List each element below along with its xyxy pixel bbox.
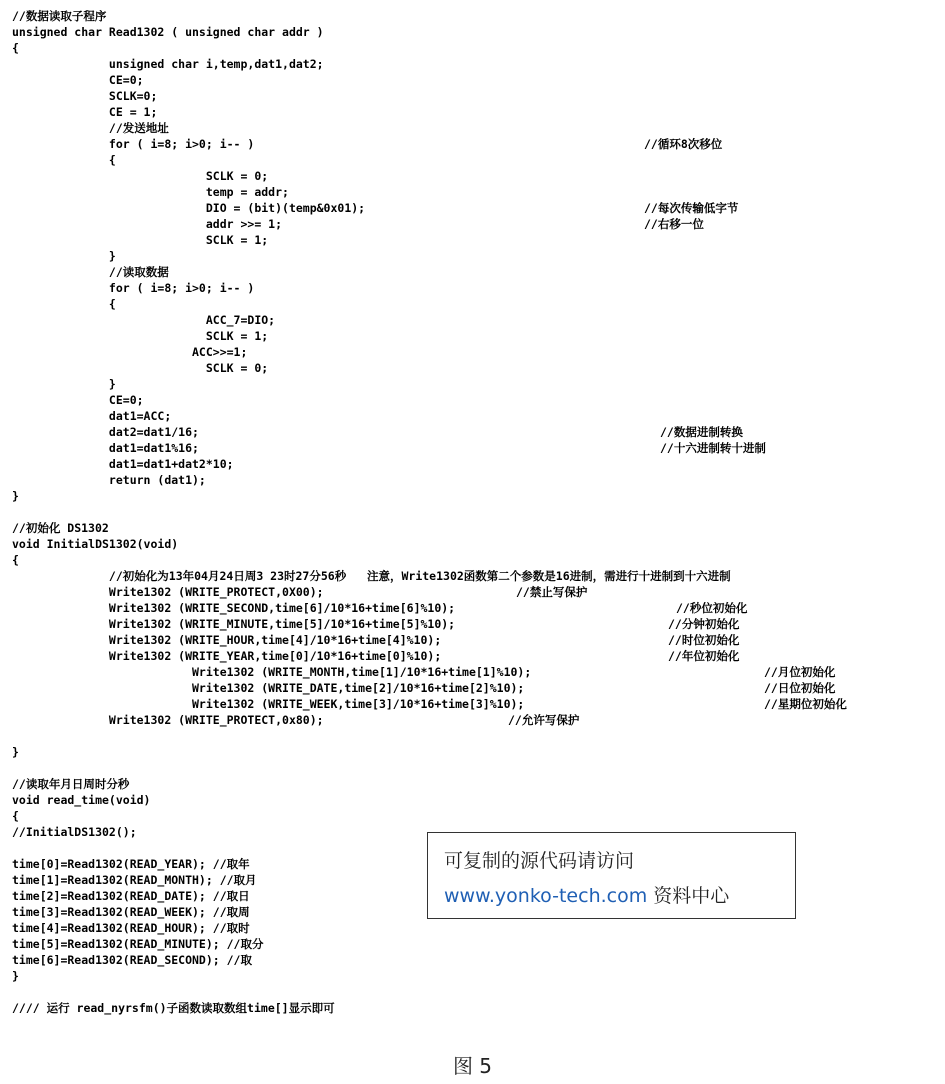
- code-line: [12, 232, 922, 248]
- code-line: [12, 648, 922, 664]
- code-text: SCLK = 0;: [12, 169, 269, 183]
- code-text: dat1=dat1+dat2*10;: [12, 457, 234, 471]
- code-line: [12, 504, 922, 520]
- code-line: [12, 184, 922, 200]
- code-text: SCLK = 0;: [12, 361, 269, 375]
- code-line: [12, 696, 922, 712]
- code-line: [12, 408, 922, 424]
- code-line: [12, 360, 922, 376]
- code-comment: //年位初始化: [668, 649, 740, 663]
- code-line: [12, 792, 922, 808]
- code-text: ACC_7=DIO;: [12, 313, 276, 327]
- code-comment: //循环8次移位: [644, 137, 723, 151]
- code-line: [12, 344, 922, 360]
- code-text: Write1302 (WRITE_WEEK,time[3]/10*16+time[3]%10);: [12, 697, 525, 711]
- code-text: }: [12, 377, 116, 391]
- code-line: [12, 616, 922, 632]
- code-line: [12, 568, 922, 584]
- code-text: time[6]=Read1302(READ_SECOND); //取: [12, 953, 252, 967]
- website-link[interactable]: www.yonko-tech.com: [444, 885, 648, 907]
- code-line: [12, 968, 922, 984]
- code-comment: //十六进制转十进制: [660, 441, 766, 455]
- code-text: Write1302 (WRITE_YEAR,time[0]/10*16+time[0]%10);: [12, 649, 442, 663]
- code-line: [12, 520, 922, 536]
- code-text: time[0]=Read1302(READ_YEAR); //取年: [12, 857, 250, 871]
- code-line: [12, 664, 922, 680]
- code-comment: //允许写保护: [508, 713, 580, 727]
- code-text: }: [12, 489, 19, 503]
- code-comment: //数据进制转换: [660, 425, 743, 439]
- code-line: [12, 920, 922, 936]
- source-code-note-box: [427, 832, 796, 919]
- code-line: [12, 280, 922, 296]
- code-text: ACC>>=1;: [12, 345, 248, 359]
- code-line: [12, 1000, 922, 1016]
- code-text: Write1302 (WRITE_MINUTE,time[5]/10*16+time[5]%10);: [12, 617, 456, 631]
- code-text: unsigned char i,temp,dat1,dat2;: [12, 57, 324, 71]
- code-text: Write1302 (WRITE_SECOND,time[6]/10*16+time[6]%10);: [12, 601, 456, 615]
- code-text: {: [12, 41, 19, 55]
- code-text: //InitialDS1302();: [12, 825, 137, 839]
- code-comment: //每次传输低字节: [644, 201, 739, 215]
- code-text: CE=0;: [12, 73, 144, 87]
- code-line: [12, 88, 922, 104]
- code-comment: //右移一位: [644, 217, 704, 231]
- code-text: //初始化为13年04月24日周3 23时27分56秒 注意，Write1302函数第二个参数是16进制，需进行十进制到十六进制: [12, 569, 731, 583]
- code-text: Write1302 (WRITE_PROTECT,0X00);: [12, 585, 324, 599]
- code-text: }: [12, 969, 19, 983]
- code-line: [12, 24, 922, 40]
- code-text: time[3]=Read1302(READ_WEEK); //取周: [12, 905, 250, 919]
- code-line: [12, 216, 922, 232]
- code-line: [12, 952, 922, 968]
- code-text: time[1]=Read1302(READ_MONTH); //取月: [12, 873, 257, 887]
- code-comment: //月位初始化: [764, 665, 836, 679]
- code-text: //读取数据: [12, 265, 169, 279]
- code-text: {: [12, 553, 19, 567]
- code-text: //初始化 DS1302: [12, 521, 109, 535]
- code-text: addr >>= 1;: [12, 217, 283, 231]
- code-line: [12, 776, 922, 792]
- code-text: DIO = (bit)(temp&0x01);: [12, 201, 366, 215]
- code-text: }: [12, 745, 19, 759]
- code-text: //数据读取子程序: [12, 9, 107, 23]
- code-line: [12, 552, 922, 568]
- code-line: [12, 712, 922, 728]
- code-text: SCLK=0;: [12, 89, 158, 103]
- code-line: [12, 808, 922, 824]
- code-text: {: [12, 153, 116, 167]
- figure-caption: 图 5: [452, 1054, 493, 1078]
- code-line: [12, 56, 922, 72]
- code-text: unsigned char Read1302 ( unsigned char addr ): [12, 25, 324, 39]
- code-text: dat2=dat1/16;: [12, 425, 199, 439]
- code-line: [12, 984, 922, 1000]
- code-text: temp = addr;: [12, 185, 289, 199]
- code-text: return (dat1);: [12, 473, 206, 487]
- code-comment: //时位初始化: [668, 633, 740, 647]
- code-text: {: [12, 297, 116, 311]
- code-text: void InitialDS1302(void): [12, 537, 179, 551]
- code-line: [12, 488, 922, 504]
- code-text: Write1302 (WRITE_DATE,time[2]/10*16+time[2]%10);: [12, 681, 525, 695]
- code-line: [12, 680, 922, 696]
- code-text: {: [12, 809, 19, 823]
- code-text: for ( i=8; i>0; i-- ): [12, 137, 255, 151]
- code-line: [12, 120, 922, 136]
- code-comment: //禁止写保护: [516, 585, 588, 599]
- code-line: [12, 264, 922, 280]
- note-suffix: 资料中心: [647, 885, 730, 907]
- code-text: dat1=dat1%16;: [12, 441, 199, 455]
- code-line: [12, 152, 922, 168]
- code-text: Write1302 (WRITE_PROTECT,0x80);: [12, 713, 324, 727]
- code-comment: //日位初始化: [764, 681, 836, 695]
- code-line: [12, 536, 922, 552]
- code-line: [12, 72, 922, 88]
- note-link-line: [444, 881, 729, 908]
- code-line: [12, 936, 922, 952]
- code-line: [12, 744, 922, 760]
- code-line: [12, 200, 922, 216]
- code-line: [12, 328, 922, 344]
- code-text: for ( i=8; i>0; i-- ): [12, 281, 255, 295]
- code-text: SCLK = 1;: [12, 233, 269, 247]
- code-line: [12, 136, 922, 152]
- code-line: [12, 600, 922, 616]
- code-line: [12, 8, 922, 24]
- code-line: [12, 248, 922, 264]
- code-line: [12, 168, 922, 184]
- code-line: [12, 456, 922, 472]
- code-text: Write1302 (WRITE_MONTH,time[1]/10*16+time[1]%10);: [12, 665, 532, 679]
- code-text: CE=0;: [12, 393, 144, 407]
- code-text: Write1302 (WRITE_HOUR,time[4]/10*16+time[4]%10);: [12, 633, 442, 647]
- code-line: [12, 40, 922, 56]
- code-text: CE = 1;: [12, 105, 158, 119]
- code-comment: //分钟初始化: [668, 617, 740, 631]
- code-text: SCLK = 1;: [12, 329, 269, 343]
- code-line: [12, 584, 922, 600]
- code-text: //读取年月日周时分秒: [12, 777, 130, 791]
- code-line: [12, 312, 922, 328]
- code-text: time[5]=Read1302(READ_MINUTE); //取分: [12, 937, 264, 951]
- code-text: dat1=ACC;: [12, 409, 172, 423]
- code-comment: //秒位初始化: [676, 601, 748, 615]
- code-line: [12, 472, 922, 488]
- code-line: [12, 728, 922, 744]
- code-text: time[2]=Read1302(READ_DATE); //取日: [12, 889, 250, 903]
- code-comment: //星期位初始化: [764, 697, 847, 711]
- code-line: [12, 760, 922, 776]
- code-text: void read_time(void): [12, 793, 151, 807]
- code-line: [12, 392, 922, 408]
- code-line: [12, 376, 922, 392]
- code-line: [12, 632, 922, 648]
- code-text: //// 运行 read_nyrsfm()子函数读取数组time[]显示即可: [12, 1001, 335, 1015]
- code-line: [12, 296, 922, 312]
- code-text: }: [12, 249, 116, 263]
- code-line: [12, 104, 922, 120]
- code-line: [12, 440, 922, 456]
- code-text: time[4]=Read1302(READ_HOUR); //取时: [12, 921, 250, 935]
- note-text: 可复制的源代码请访问: [444, 850, 635, 872]
- code-text: //发送地址: [12, 121, 169, 135]
- code-line: [12, 424, 922, 440]
